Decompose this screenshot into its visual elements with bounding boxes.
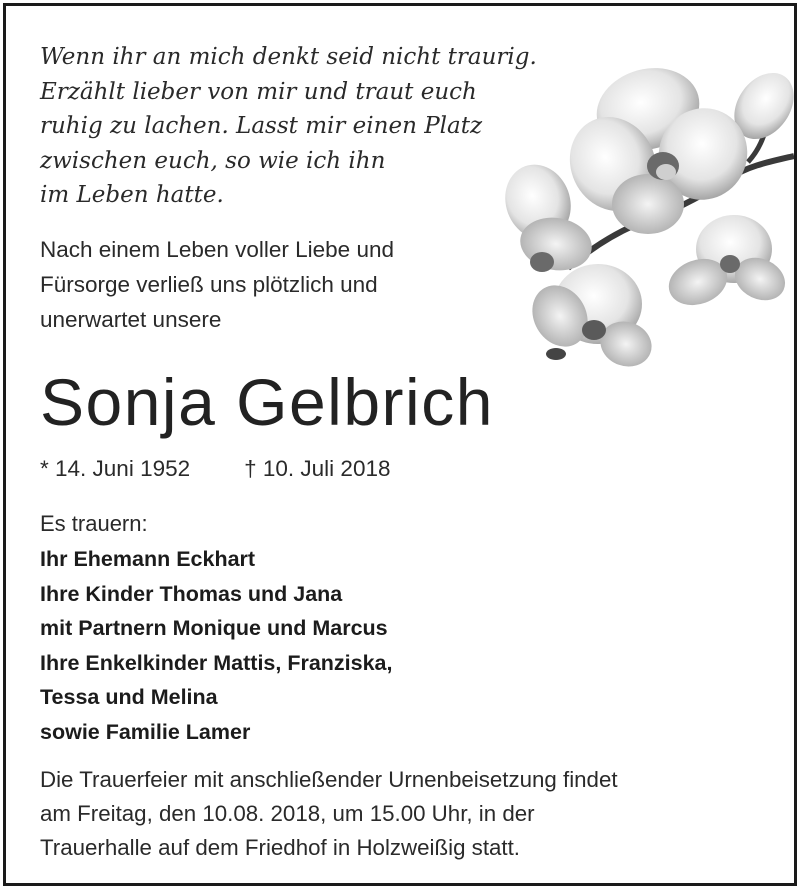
- intro-text: [40, 232, 510, 337]
- intro-line: unerwartet unsere: [40, 307, 222, 332]
- death-date: † 10. Juli 2018: [244, 456, 391, 481]
- birth-date: * 14. Juni 1952: [40, 456, 191, 481]
- intro-line: Fürsorge verließ uns plötzlich und: [40, 272, 378, 297]
- mourner-line: Tessa und Melina: [40, 685, 218, 709]
- mourners-list: [40, 542, 392, 749]
- funeral-service-info: [40, 763, 790, 865]
- mourner-line: sowie Familie Lamer: [40, 719, 251, 744]
- orchid-illustration: [498, 54, 794, 368]
- poem-line: Erzählt lieber von mir und traut euch: [40, 78, 477, 105]
- mourner-line: mit Partnern Monique und Marcus: [40, 616, 388, 640]
- deceased-name: Sonja Gelbrich: [40, 365, 494, 439]
- mourner-line: Ihre Enkelkinder Mattis, Franziska,: [40, 650, 393, 675]
- life-dates: [40, 456, 391, 482]
- poem-line: Wenn ihr an mich denkt seid nicht traurig.: [40, 44, 537, 70]
- service-line: Die Trauerfeier mit anschließender Urnenbeisetzung findet: [40, 767, 618, 792]
- service-line: Trauerhalle auf dem Friedhof in Holzweißig statt.: [40, 835, 521, 860]
- service-line: am Freitag, den 10.08. 2018, um 15.00 Uhr, in der: [40, 801, 535, 826]
- mourner-line: Ihre Kinder Thomas und Jana: [40, 581, 343, 606]
- poem-line: zwischen euch, so wie ich ihn: [40, 147, 386, 174]
- obituary-notice: [3, 3, 797, 886]
- mourners-label: Es trauern:: [40, 511, 148, 536]
- mourner-line: Ihr Ehemann Eckhart: [40, 547, 256, 571]
- poem-line: im Leben hatte.: [40, 182, 224, 208]
- poem-line: ruhig zu lachen. Lasst mir einen Platz: [40, 113, 483, 139]
- intro-line: Nach einem Leben voller Liebe und: [40, 237, 394, 262]
